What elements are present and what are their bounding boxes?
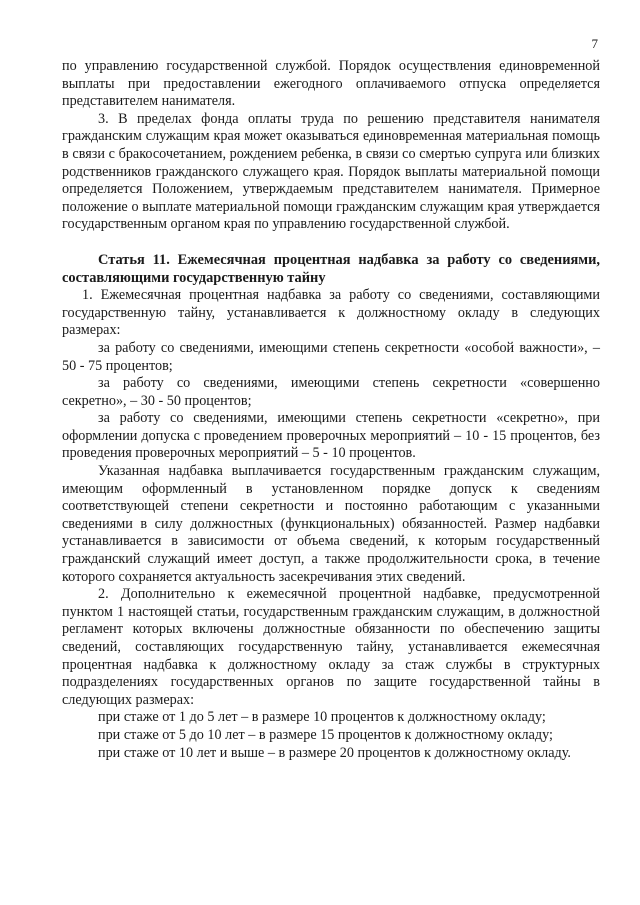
paragraph-bonus-conditions: Указанная надбавка выплачивается государственным гражданским служащим, имеющим оформленный в установленном порядке допуск к сведениям соответствующей степени секретности и постоянно работающим с указанными сведениями в силу должностных (функциональных) обязанностей. Размер надбавки устанавливается в зависимости от объема сведений, к которым государственный гражданский служащий имеет доступ, а также продолжительности срока, в течение которого сохраняется актуальность засекречивания этих сведений. xyxy=(62,463,600,585)
paragraph-item-1: 1. Ежемесячная процентная надбавка за работу со сведениями, составляющими государственную тайну, устанавливается к должностному окладу в следующих размерах: xyxy=(62,287,600,339)
paragraph-item-3: 3. В пределах фонда оплаты труда по решению представителя нанимателя гражданским служащим края может оказываться единовременная материальная помощь в связи с бракосочетанием, рождением ребенка, в связи со смертью супруга или близких родственников гражданского служащего края. Порядок выплаты материальной помощи определяется Положением, утверждаемым представителем нанимателя. Примерное положение о выплате материальной помощи гражданским служащим края утверждается государственным органом края по управлению государственной службой. xyxy=(62,110,600,233)
article-heading: Статья 11. Ежемесячная процентная надбавка за работу со сведениями, составляющими государственную тайну xyxy=(62,251,600,286)
rate-special-importance: за работу со сведениями, имеющими степень секретности «особой важности», – 50 - 75 процентов; xyxy=(62,339,600,374)
rate-secret: за работу со сведениями, имеющими степень секретности «секретно», при оформлении допуска с проведением проверочных мероприятий – 10 - 15 процентов, без проведения проверочных мероприятий – 5 - 10 процентов. xyxy=(62,410,600,462)
paragraph-continuation: по управлению государственной службой. Порядок осуществления единовременной выплаты при предоставлении ежегодного оплачиваемого отпуска определяется представителем нанимателя. xyxy=(62,58,600,110)
tenure-10-plus: при стаже от 10 лет и выше – в размере 20 процентов к должностному окладу. xyxy=(98,744,571,761)
tenure-1-5: при стаже от 1 до 5 лет – в размере 10 процентов к должностному окладу; xyxy=(98,709,546,726)
tenure-5-10: при стаже от 5 до 10 лет – в размере 15 процентов к должностному окладу; xyxy=(98,726,553,743)
paragraph-item-2: 2. Дополнительно к ежемесячной процентной надбавке, предусмотренной пунктом 1 настоящей статьи, государственным гражданским служащим, в должностной регламент которых включены должностные обязанности по обеспечению защиты сведений, составляющих государственную тайну, устанавливается ежемесячная процентная надбавка к должностному окладу за стаж службы в структурных подразделениях государственных органов по защите государственной тайны в следующих размерах: xyxy=(62,586,600,708)
spacer xyxy=(62,234,600,252)
page-number: 7 xyxy=(591,36,598,51)
rate-top-secret: за работу со сведениями, имеющими степень секретности «совершенно секретно», – 30 - 50 процентов; xyxy=(62,375,600,409)
